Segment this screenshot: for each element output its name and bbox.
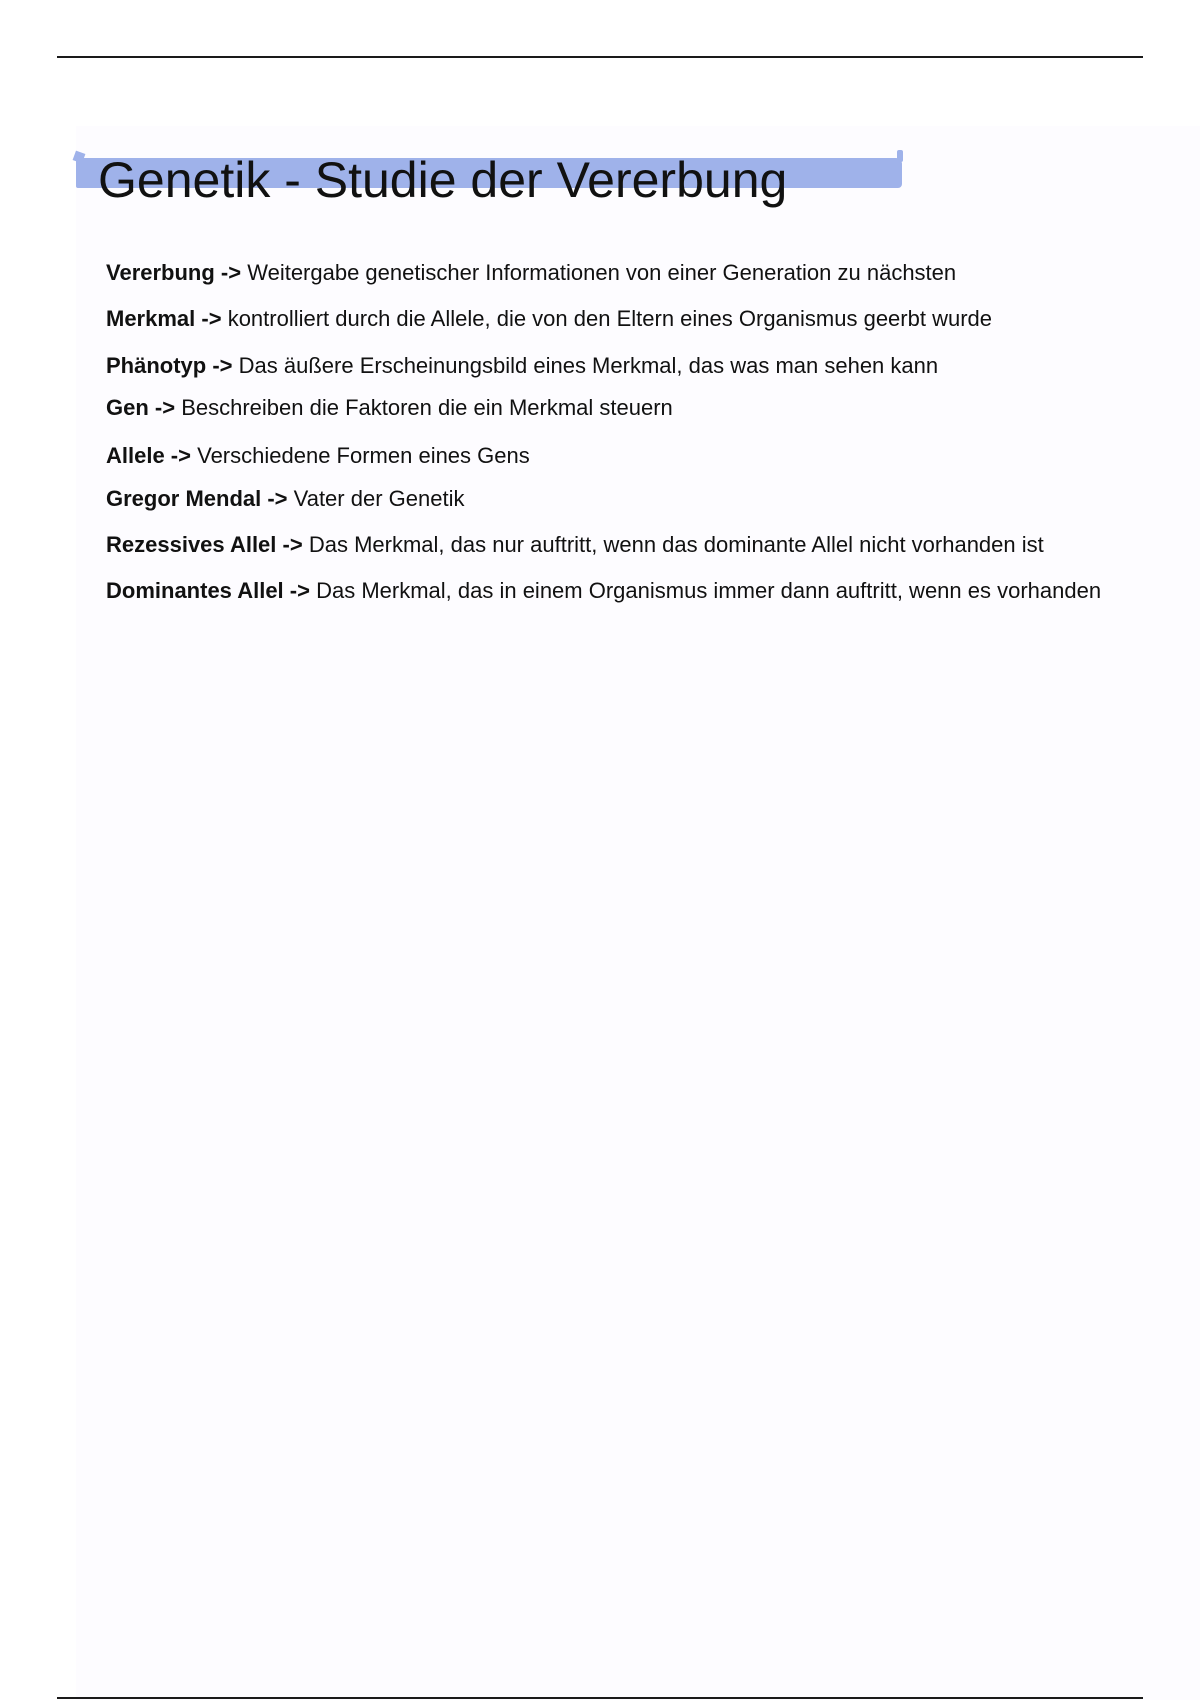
- definition-text: kontrolliert durch die Allele, die von den Eltern eines Organismus geerbt wurde: [227, 306, 992, 331]
- definition-term: Vererbung ->: [106, 260, 242, 285]
- definition-allele: [106, 441, 530, 471]
- definition-phaenotyp: [106, 351, 938, 381]
- bottom-rule: [57, 1697, 1143, 1699]
- definition-text: Das Merkmal, das nur auftritt, wenn das dominante Allel nicht vorhanden ist: [308, 532, 1044, 557]
- definition-rezessives-allel: [106, 530, 1044, 560]
- definition-term: Phänotyp ->: [106, 353, 233, 378]
- definition-gen: [106, 393, 673, 423]
- definition-dominantes-allel: [106, 576, 1101, 606]
- definition-text: Das äußere Erscheinungsbild eines Merkmal, das was man sehen kann: [238, 353, 939, 378]
- definition-term: Rezessives Allel ->: [106, 532, 303, 557]
- definition-vererbung: [106, 258, 956, 288]
- top-rule: [57, 56, 1143, 58]
- definition-text: Verschiedene Formen eines Gens: [197, 443, 530, 468]
- definition-term: Dominantes Allel ->: [106, 578, 310, 603]
- definition-term: Merkmal ->: [106, 306, 222, 331]
- page-title: Genetik - Studie der Vererbung: [98, 152, 788, 208]
- definition-text: Vater der Genetik: [293, 486, 465, 511]
- definition-text: Weitergabe genetischer Informationen von einer Generation zu nächsten: [247, 260, 957, 285]
- definition-term: Allele ->: [106, 443, 191, 468]
- definition-text: Das Merkmal, das in einem Organismus immer dann auftritt, wenn es vorhanden: [316, 578, 1102, 603]
- definition-gregor-mendal: [106, 484, 464, 514]
- definition-term: Gregor Mendal ->: [106, 486, 288, 511]
- title-block: [76, 150, 906, 210]
- definition-term: Gen ->: [106, 395, 176, 420]
- definition-merkmal: [106, 304, 992, 334]
- definition-text: Beschreiben die Faktoren die ein Merkmal steuern: [181, 395, 673, 420]
